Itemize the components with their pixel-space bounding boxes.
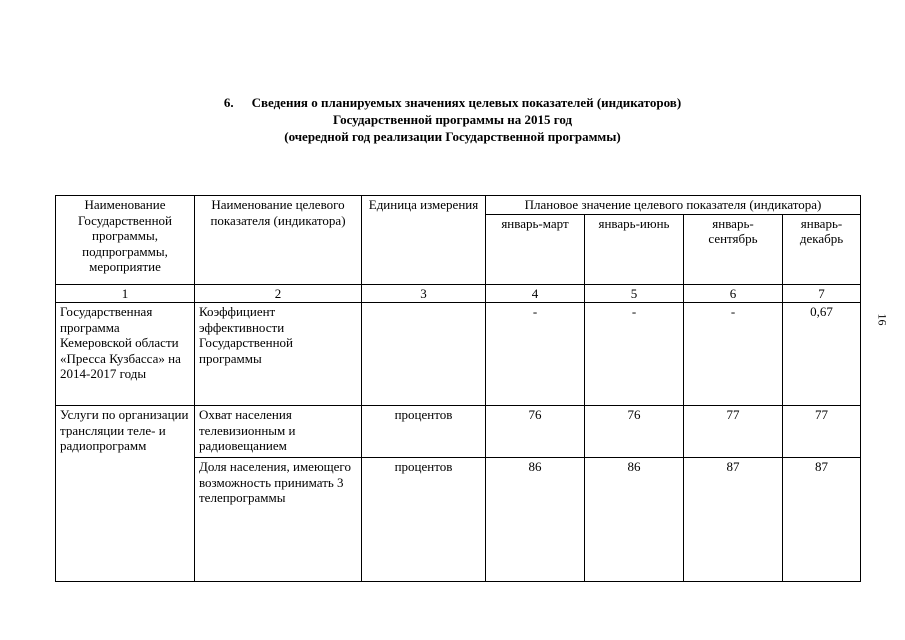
row-value-q4: 87	[783, 458, 861, 582]
column-number: 6	[684, 284, 783, 303]
row-unit	[362, 303, 486, 406]
heading-line-1	[0, 94, 905, 111]
header-q3: январь-сентябрь	[684, 214, 783, 284]
page-number: 16	[875, 313, 890, 326]
column-number: 5	[585, 284, 684, 303]
column-number: 7	[783, 284, 861, 303]
table-row	[56, 303, 861, 406]
header-plan-group: Плановое значение целевого показателя (индикатора)	[486, 196, 861, 215]
row-unit: процентов	[362, 406, 486, 458]
heading-line-2: Государственной программы на 2015 год	[332, 112, 573, 127]
row-value-q3: -	[684, 303, 783, 406]
row-unit: процентов	[362, 458, 486, 582]
heading-title: Сведения о планируемых значениях целевых показателей (индикаторов)	[251, 95, 682, 110]
section-heading	[0, 94, 905, 145]
column-number: 3	[362, 284, 486, 303]
indicators-table	[55, 195, 861, 582]
row-value-q2: 86	[585, 458, 684, 582]
header-q1: январь-март	[486, 214, 585, 284]
row-value-q4: 0,67	[783, 303, 861, 406]
row-value-q4: 77	[783, 406, 861, 458]
row-value-q1: -	[486, 303, 585, 406]
column-numbers-row	[56, 284, 861, 303]
row-value-q1: 86	[486, 458, 585, 582]
row-value-q2: -	[585, 303, 684, 406]
row-value-q3: 77	[684, 406, 783, 458]
row-program: Услуги по организации трансляции теле- и радиопрограмм	[56, 406, 195, 582]
table-row	[56, 406, 861, 458]
column-number: 1	[56, 284, 195, 303]
row-value-q2: 76	[585, 406, 684, 458]
row-indicator: Коэффициент эффективности Государственной программы	[195, 303, 362, 406]
row-indicator: Охват населения телевизионным и радиовещанием	[195, 406, 362, 458]
header-program: Наименование Государственной программы, подпрограммы, мероприятие	[56, 196, 195, 285]
column-number: 4	[486, 284, 585, 303]
header-q2: январь-июнь	[585, 214, 684, 284]
row-program: Государственная программа Кемеровской области «Пресса Кузбасса» на 2014-2017 годы	[56, 303, 195, 406]
heading-line-3: (очередной год реализации Государственной программы)	[284, 129, 621, 144]
row-indicator: Доля населения, имеющего возможность принимать 3 телепрограммы	[195, 458, 362, 582]
header-row-1	[56, 196, 861, 215]
section-number: 6.	[223, 95, 234, 110]
header-q4: январь-декабрь	[783, 214, 861, 284]
column-number: 2	[195, 284, 362, 303]
row-value-q3: 87	[684, 458, 783, 582]
row-value-q1: 76	[486, 406, 585, 458]
header-indicator: Наименование целевого показателя (индикатора)	[195, 196, 362, 285]
header-unit: Единица измерения	[362, 196, 486, 285]
